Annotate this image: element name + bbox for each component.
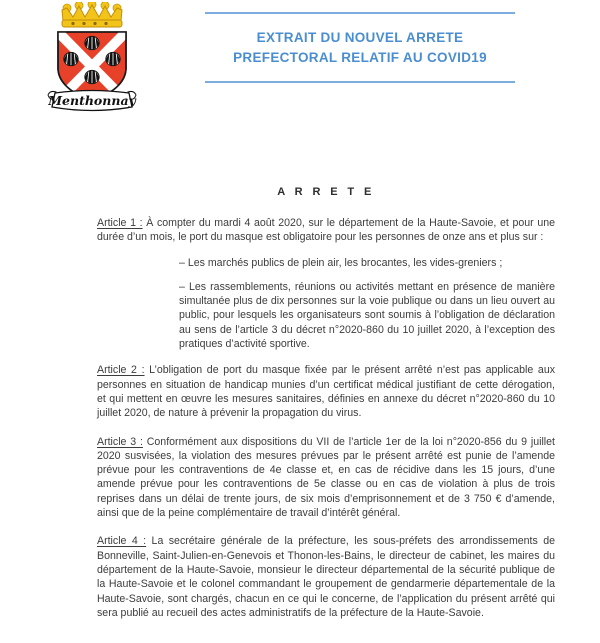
title-line-2: PREFECTORAL RELATIF AU COVID19 [233, 50, 487, 65]
article-3-text: Conformément aux dispositions du VII de l’article 1er de la loi n°2020-856 du 9 juillet 2020 susvisées, la violation des mesures prévues par le présent arrêté est punie de l’amende prévue pour les contraventions de 4e classe et, en cas de récidive dans les 15 jours, d’une amende prévue pour les contraventions de 5e classe ou en cas de violation à plus de trois reprises dans un délai de trente jours, de six mois d’emprisonnement et de 3 750 € d’amende, ainsi que de la peine complémentaire de travail d’intérêt général. [97, 435, 556, 520]
title-line-1: EXTRAIT DU NOUVEL ARRETE [256, 30, 464, 45]
article-3-paragraph [97, 435, 555, 521]
article-1-label: Article 1 : [97, 217, 143, 229]
article-1-text: À compter du mardi 4 août 2020, sur le département de la Haute-Savoie, et pour une durée d’un mois, le port du masque est obligatoire pour les personnes de onze ans et plus sur : [97, 217, 555, 244]
article-4-label: Article 4 : [97, 535, 147, 548]
title-rule-top [205, 12, 515, 14]
document-body [97, 186, 555, 620]
article-1-paragraph [97, 216, 555, 245]
article-2-paragraph [97, 363, 555, 420]
article-3-label: Article 3 : [97, 435, 143, 448]
article-2-text: L’obligation de port du masque fixée par le présent arrêté n’est pas applicable aux personnes en situation de handicap munies d’un certificat médical justifiant de cette dérogation, et qui mettent en œuvre les mesures sanitaires, définies en annexe du décret n°2020-860 du 10 juillet 2020, de nature à prévenir la propagation du virus. [97, 364, 556, 420]
article-4-paragraph [97, 534, 555, 620]
coat-of-arms-icon [42, 2, 142, 117]
title-rule-bottom [205, 81, 515, 83]
article-1-item-1: – Les marchés publics de plein air, les brocantes, les vides-greniers ; [179, 256, 503, 269]
article-1-item-2: – Les rassemblements, réunions ou activités mettant en présence de manière simultanée plus de dix personnes sur la voie publique ou dans un lieu ouvert au public, pour lesquels les organisateurs sont soumis à l’obligation de déclaration au sens de l’article 3 du décret n°2020-860 du 10 juillet 2020, à l’exception des pratiques d’activité sportive. [179, 280, 555, 351]
crest-banner [47, 91, 136, 111]
document-header [0, 0, 600, 120]
title-block [205, 12, 515, 83]
crest-banner-text: Menthonnay [48, 93, 136, 108]
crown-icon [62, 2, 122, 27]
arrete-heading: A R R E T E [277, 186, 375, 198]
article-4-text: La secrétaire générale de la préfecture, les sous-préfets des arrondissements de Bonneville, Saint-Julien-en-Genevois et Thonon-les-Bains, le directeur de cabinet, les maires du département de la Haute-Savoie, monsieur le directeur départemental de la sécurité publique de la Haute-Savoie et le colonel commandant le groupement de gendarmerie départementale de la Haute-Savoie, sont chargés, chacun en ce qui le concerne, de l’application du présent arrêté qui sera publié au recueil des actes administratifs de la préfecture de la Haute-Savoie. [97, 535, 555, 619]
article-2-label: Article 2 : [97, 364, 145, 377]
